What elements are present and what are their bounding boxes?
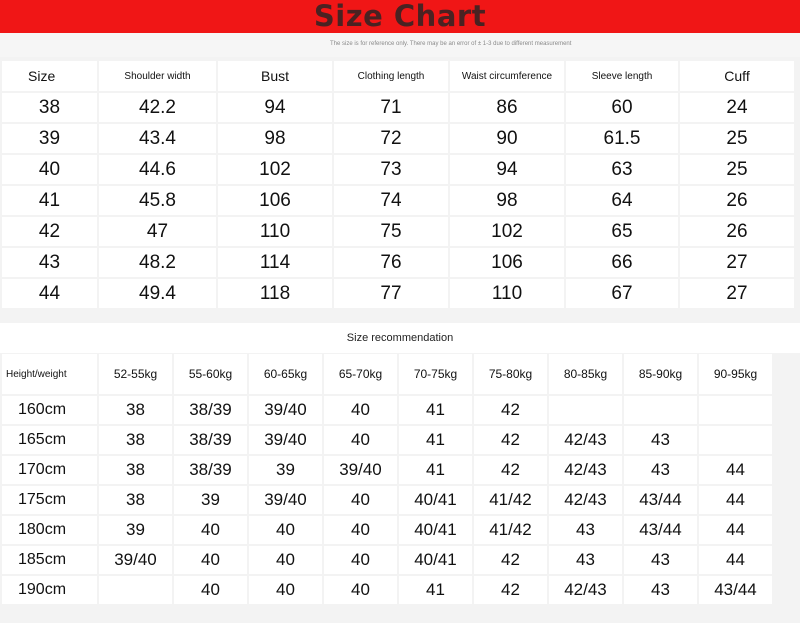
size-table-header (2, 61, 794, 91)
table-cell: 39 (99, 516, 172, 544)
table-cell: 25 (680, 124, 794, 153)
column-header-bust: Bust (218, 61, 332, 91)
table-cell: 40 (324, 426, 397, 454)
table-cell: 38 (99, 426, 172, 454)
table-cell: 43 (624, 456, 697, 484)
table-cell: 25 (680, 155, 794, 184)
table-cell: 43 (549, 516, 622, 544)
table-cell: 102 (450, 217, 564, 246)
table-cell: 40 (324, 516, 397, 544)
table-cell: 42 (474, 396, 547, 424)
table-cell: 39/40 (249, 396, 322, 424)
table-row (2, 426, 772, 454)
table-row (2, 248, 794, 277)
table-cell: 38 (99, 396, 172, 424)
table-cell: 94 (218, 93, 332, 122)
table-cell: 24 (680, 93, 794, 122)
height-label: 175cm (2, 486, 97, 514)
table-cell: 94 (450, 155, 564, 184)
table-cell: 60 (566, 93, 678, 122)
height-label: 170cm (2, 456, 97, 484)
table-cell: 110 (218, 217, 332, 246)
table-cell: 110 (450, 279, 564, 308)
table-cell: 72 (334, 124, 448, 153)
table-cell: 44 (2, 279, 97, 308)
table-row (2, 456, 772, 484)
table-cell: 42/43 (549, 426, 622, 454)
recommendation-table (0, 352, 774, 606)
table-cell: 43 (624, 426, 697, 454)
table-cell: 47 (99, 217, 216, 246)
table-cell: 41 (2, 186, 97, 215)
size-table (0, 59, 796, 310)
table-cell: 40 (324, 396, 397, 424)
table-cell: 40 (174, 516, 247, 544)
table-cell: 43 (2, 248, 97, 277)
table-cell: 43/44 (624, 486, 697, 514)
table-cell: 44 (699, 516, 772, 544)
table-cell: 106 (218, 186, 332, 215)
column-header-shoulder: Shoulder width (99, 61, 216, 91)
table-cell: 102 (218, 155, 332, 184)
column-header-size: Size (2, 61, 97, 91)
table-cell: 27 (680, 279, 794, 308)
table-cell: 41 (399, 426, 472, 454)
table-cell: 26 (680, 217, 794, 246)
table-cell: 40 (249, 576, 322, 604)
table-cell: 74 (334, 186, 448, 215)
table-cell: 39/40 (99, 546, 172, 574)
table-cell (699, 396, 772, 424)
table-cell: 40 (324, 576, 397, 604)
table-cell (99, 576, 172, 604)
table-cell: 42 (474, 576, 547, 604)
table-cell: 38 (99, 456, 172, 484)
table-cell: 38/39 (174, 396, 247, 424)
table-row (2, 576, 772, 604)
table-cell: 39/40 (324, 456, 397, 484)
table-cell (624, 396, 697, 424)
table-cell (699, 426, 772, 454)
table-cell: 45.8 (99, 186, 216, 215)
table-cell: 76 (334, 248, 448, 277)
height-label: 165cm (2, 426, 97, 454)
table-cell: 39 (249, 456, 322, 484)
table-row (2, 155, 794, 184)
measurement-note: The size is for reference only. There may be an error of ± 1-3 due to different measurement (330, 41, 572, 47)
column-header-length: Clothing length (334, 61, 448, 91)
table-cell: 43 (549, 546, 622, 574)
table-cell: 98 (450, 186, 564, 215)
table-cell: 26 (680, 186, 794, 215)
height-label: 185cm (2, 546, 97, 574)
table-row (2, 279, 794, 308)
table-row (2, 516, 772, 544)
table-cell: 44 (699, 456, 772, 484)
weight-header: 60-65kg (249, 354, 322, 394)
table-cell: 43/44 (624, 516, 697, 544)
table-cell: 40 (324, 546, 397, 574)
table-cell: 43 (624, 576, 697, 604)
weight-header: 65-70kg (324, 354, 397, 394)
weight-header: 70-75kg (399, 354, 472, 394)
corner-label: Height/weight (2, 354, 97, 394)
table-cell: 42 (2, 217, 97, 246)
table-cell: 40 (174, 546, 247, 574)
table-cell: 40/41 (399, 486, 472, 514)
table-cell: 43/44 (699, 576, 772, 604)
table-cell: 41 (399, 576, 472, 604)
table-cell: 98 (218, 124, 332, 153)
table-cell: 40/41 (399, 516, 472, 544)
table-cell: 38/39 (174, 456, 247, 484)
table-cell: 38 (2, 93, 97, 122)
table-cell: 40 (324, 486, 397, 514)
height-label: 190cm (2, 576, 97, 604)
table-cell: 42 (474, 546, 547, 574)
table-cell: 86 (450, 93, 564, 122)
table-cell: 42.2 (99, 93, 216, 122)
table-cell: 41/42 (474, 516, 547, 544)
table-cell: 73 (334, 155, 448, 184)
table-cell: 44 (699, 546, 772, 574)
table-cell: 38 (99, 486, 172, 514)
weight-header: 75-80kg (474, 354, 547, 394)
weight-header: 55-60kg (174, 354, 247, 394)
table-cell: 66 (566, 248, 678, 277)
table-cell: 61.5 (566, 124, 678, 153)
table-row (2, 486, 772, 514)
table-cell: 44.6 (99, 155, 216, 184)
weight-header: 90-95kg (699, 354, 772, 394)
table-cell: 39/40 (249, 486, 322, 514)
weight-header: 80-85kg (549, 354, 622, 394)
table-cell: 39/40 (249, 426, 322, 454)
table-cell: 42/43 (549, 456, 622, 484)
table-cell: 106 (450, 248, 564, 277)
weight-header: 85-90kg (624, 354, 697, 394)
table-cell (549, 396, 622, 424)
recommendation-header (2, 354, 772, 394)
table-cell: 71 (334, 93, 448, 122)
table-cell: 38/39 (174, 426, 247, 454)
table-cell: 40 (249, 546, 322, 574)
table-row (2, 186, 794, 215)
table-cell: 39 (2, 124, 97, 153)
table-cell: 65 (566, 217, 678, 246)
table-cell: 64 (566, 186, 678, 215)
height-label: 160cm (2, 396, 97, 424)
table-row (2, 124, 794, 153)
table-cell: 41 (399, 396, 472, 424)
table-cell: 40 (2, 155, 97, 184)
table-cell: 39 (174, 486, 247, 514)
table-cell: 40 (174, 576, 247, 604)
table-row (2, 396, 772, 424)
table-cell: 48.2 (99, 248, 216, 277)
table-cell: 42/43 (549, 486, 622, 514)
column-header-cuff: Cuff (680, 61, 794, 91)
table-cell: 41/42 (474, 486, 547, 514)
table-row (2, 217, 794, 246)
table-cell: 42 (474, 456, 547, 484)
table-cell: 42/43 (549, 576, 622, 604)
table-cell: 40/41 (399, 546, 472, 574)
table-cell: 44 (699, 486, 772, 514)
table-cell: 40 (249, 516, 322, 544)
table-cell: 43 (624, 546, 697, 574)
height-label: 180cm (2, 516, 97, 544)
table-cell: 67 (566, 279, 678, 308)
table-cell: 118 (218, 279, 332, 308)
table-cell: 63 (566, 155, 678, 184)
table-row (2, 546, 772, 574)
column-header-sleeve: Sleeve length (566, 61, 678, 91)
column-header-waist: Waist circumference (450, 61, 564, 91)
table-cell: 42 (474, 426, 547, 454)
table-cell: 27 (680, 248, 794, 277)
table-cell: 75 (334, 217, 448, 246)
table-cell: 49.4 (99, 279, 216, 308)
table-cell: 77 (334, 279, 448, 308)
table-row (2, 93, 794, 122)
table-cell: 41 (399, 456, 472, 484)
recommendation-title: Size recommendation (346, 332, 454, 344)
weight-header: 52-55kg (99, 354, 172, 394)
page-title: Size Chart (313, 0, 487, 33)
table-cell: 114 (218, 248, 332, 277)
table-cell: 43.4 (99, 124, 216, 153)
table-cell: 90 (450, 124, 564, 153)
